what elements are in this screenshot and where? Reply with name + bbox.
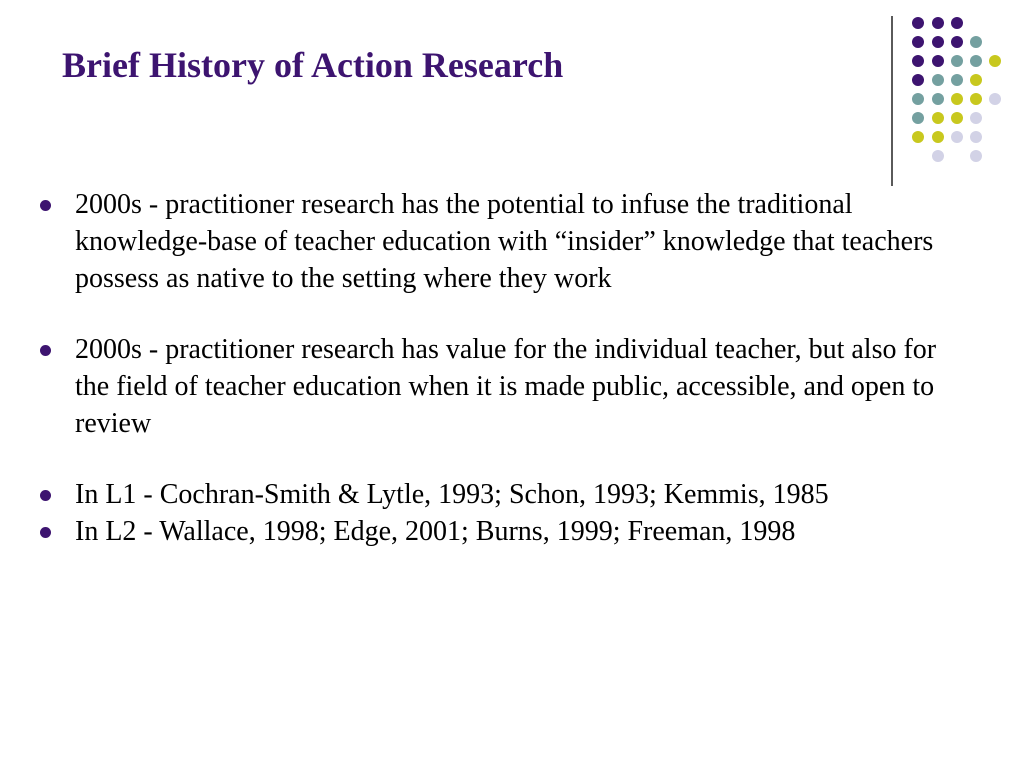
decor-dot <box>970 93 982 105</box>
decor-dot <box>951 131 963 143</box>
decor-dot <box>951 74 963 86</box>
decor-dot <box>970 150 982 162</box>
decor-dot <box>932 74 944 86</box>
bullet-dot-icon <box>40 345 51 356</box>
bullet-dot-icon <box>40 490 51 501</box>
decor-dot <box>951 93 963 105</box>
decor-dot <box>989 55 1001 67</box>
decor-dot <box>951 36 963 48</box>
decor-dot <box>912 112 924 124</box>
bullet-item <box>40 513 940 550</box>
decor-dot <box>912 74 924 86</box>
vertical-divider <box>891 16 893 186</box>
decor-dot <box>970 74 982 86</box>
bullet-text: 2000s - practitioner research has the potential to infuse the traditional knowledge-base of teacher education with “insider” knowledge that teachers possess as native to the setting where they work <box>75 189 934 294</box>
decor-dot <box>912 36 924 48</box>
bullet-dot-icon <box>40 527 51 538</box>
bullet-text: 2000s - practitioner research has value for the individual teacher, but also for the field of teacher education when it is made public, accessible, and open to review <box>75 334 937 439</box>
decor-dot <box>970 131 982 143</box>
decor-dot <box>932 131 944 143</box>
decor-dot <box>989 93 1001 105</box>
decor-dot <box>970 36 982 48</box>
decor-dot <box>970 55 982 67</box>
bullet-item <box>40 476 940 513</box>
bullet-item <box>40 186 940 297</box>
decor-dot <box>951 112 963 124</box>
decor-dot <box>912 131 924 143</box>
decor-dot <box>912 93 924 105</box>
decor-dot <box>932 55 944 67</box>
bullet-item <box>40 331 940 442</box>
bullet-dot-icon <box>40 200 51 211</box>
decor-dot <box>932 93 944 105</box>
decor-dot <box>951 55 963 67</box>
decor-dot <box>932 17 944 29</box>
decor-dot <box>912 55 924 67</box>
decor-dot <box>912 17 924 29</box>
bullet-list <box>40 186 940 550</box>
decor-dot <box>932 36 944 48</box>
decor-dot <box>932 112 944 124</box>
bullet-text: In L1 - Cochran-Smith & Lytle, 1993; Schon, 1993; Kemmis, 1985 <box>75 479 829 510</box>
decor-dot <box>932 150 944 162</box>
decor-dot <box>970 112 982 124</box>
bullet-text: In L2 - Wallace, 1998; Edge, 2001; Burns, 1999; Freeman, 1998 <box>75 516 796 547</box>
decor-dot <box>951 17 963 29</box>
slide-title: Brief History of Action Research <box>62 45 564 85</box>
